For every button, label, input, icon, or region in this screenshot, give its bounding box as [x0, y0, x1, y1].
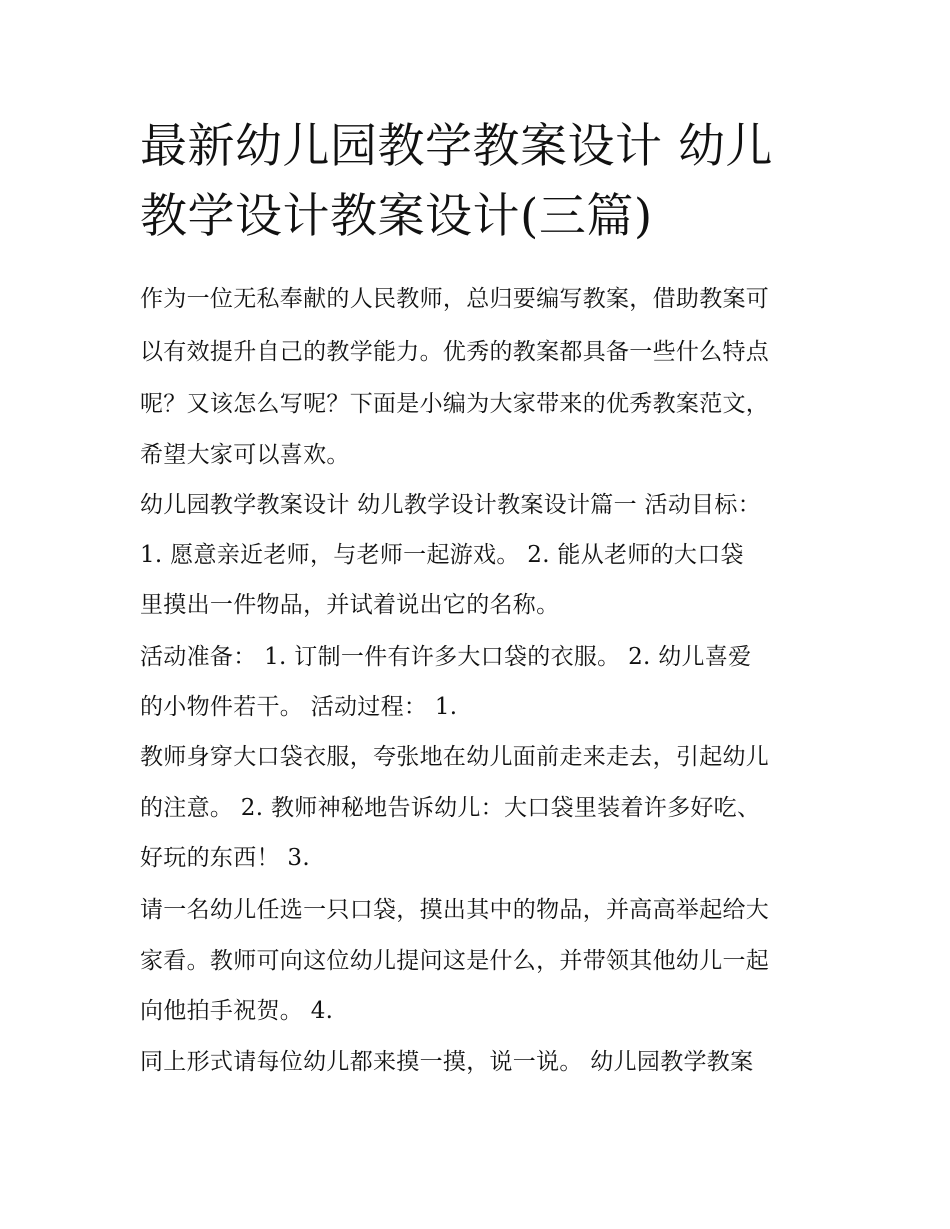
document-title [140, 112, 820, 252]
body-line: 同上形式请每位幼儿都来摸一摸，说一说。 幼儿园教学教案 [140, 1049, 754, 1075]
body-line: 幼儿园教学教案设计 幼儿教学设计教案设计篇一 活动目标： [140, 492, 762, 518]
body-line: 希望大家可以喜欢。 [140, 442, 350, 468]
body-line: 作为一位无私奉献的人民教师，总归要编写教案，借助教案可 [140, 286, 770, 312]
title-line: 最新幼儿园教学教案设计 幼儿 [140, 119, 773, 174]
body-line: 家看。教师可向这位幼儿提问这是什么，并带领其他幼儿一起 [140, 948, 770, 974]
title-line: 教学设计教案设计(三篇) [140, 189, 653, 244]
body-line: 呢？又该怎么写呢？下面是小编为大家带来的优秀教案范文， [140, 391, 770, 417]
body-line: 的注意。 2. 教师神秘地告诉幼儿：大口袋里装着许多好吃、 [140, 795, 761, 821]
body-line: 活动准备： 1. 订制一件有许多大口袋的衣服。 2. 幼儿喜爱 [140, 644, 752, 670]
body-line: 教师身穿大口袋衣服，夸张地在幼儿面前走来走去，引起幼儿 [140, 744, 770, 770]
body-line: 向他拍手祝贺。 4. [140, 998, 334, 1024]
body-line: 里摸出一件物品，并试着说出它的名称。 [140, 592, 560, 618]
body-line: 1. 愿意亲近老师，与老师一起游戏。 2. 能从老师的大口袋 [140, 542, 744, 568]
body-line: 请一名幼儿任选一只口袋，摸出其中的物品，并高高举起给大 [140, 897, 770, 923]
body-line: 好玩的东西！ 3. [140, 845, 310, 871]
body-line: 的小物件若干。 活动过程： 1. [140, 694, 458, 720]
body-line: 以有效提升自己的教学能力。优秀的教案都具备一些什么特点 [140, 339, 770, 365]
